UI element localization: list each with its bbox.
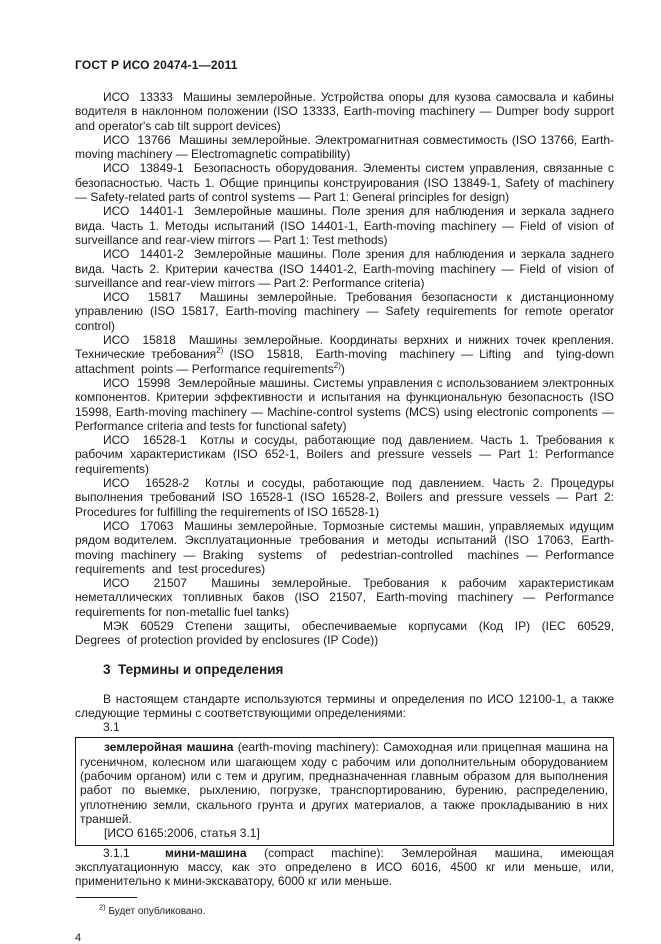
reference-item-iso-13849-1: ИСО 13849-1 Безопасность оборудования. Элементы систем управления, связанные с безопасностью. Часть 1. Общие принципы конструирования (ISO 13849-1, Safety of machinery — Safety-related parts of control systems — Part 1: General principles for design) — [75, 161, 618, 205]
reference-item-iso-16528-2: ИСО 16528-2 Котлы и сосуды, работающие под давлением. Часть 2. Процедуры выполнения требований ISO 16528-1 (ISO 16528-2, Boilers and pressure vessels — Part 2: Procedures for fulfilling the requirements of ISO 16528-1) — [75, 476, 618, 519]
reference-text: ) — [340, 361, 345, 376]
reference-item-iso-15817: ИСО 15817 Машины землеройные. Требования безопасности к дистанционному управлению (ISO 15817, Earth-moving machinery — Safety requirements for remote operator control) — [75, 290, 618, 333]
reference-item-iso-13333: ИСО 13333 Машины землеройные. Устройства опоры для кузова самосвала и кабины водителя в наклонном положении (ISO 13333, Earth-moving machinery — Dumper body support and operator's cab tilt support devices) — [75, 90, 618, 133]
definition-text: (earth-moving machinery): Самоходная или прицепная машина на гусеничном, колесном или шагающем ходу с рабочим или дополнительным оборудованием (рабочим органом) или с тем и другим, предназначенная главным образом для выполнения работ по выемке, рыхлению, погрузке, транспортированию, бурению, распределению, уплотнению земли, скального грунта и других материалов, а также прокладыванию в них траншей. — [80, 740, 612, 826]
subterm-term: мини-машина — [164, 845, 247, 860]
subterm-paragraph-3-1-1 — [75, 845, 618, 889]
footnote-text: Будет опубликовано. — [105, 906, 206, 918]
reference-text: (ISO 15818, Earth-moving machinery — Lifting and tying-down attachment points — Performance requirements — [75, 347, 621, 376]
footnote-reference-mark: 2) — [216, 346, 224, 356]
terms-section — [75, 691, 618, 889]
reference-item-iec-60529: МЭК 60529 Степени защиты, обеспечиваемые корпусами (Код IP) (IEC 60529, Degrees of protection provided by enclosures (IP Code)) — [75, 618, 621, 648]
term-number-3-1: 3.1 — [103, 720, 120, 735]
document-header: ГОСТ Р ИСО 20474-1—2011 — [75, 58, 238, 72]
reference-item-iso-15818 — [75, 333, 621, 376]
terms-intro-paragraph: В настоящем стандарте используются термины и определения по ИСО 12100-1, а также следующие термины с соответствующими определениями: — [75, 691, 618, 720]
footnote-marker: 2) — [99, 903, 106, 913]
reference-item-iso-14401-2: ИСО 14401-2 Землеройные машины. Поле зрения для наблюдения и зеркала заднего вида. Часть 2. Критерии качества (ISO 14401-2, Earth-moving machinery — Field of vision of surveillance and rear-view mirrors — Part 2: Performance criteria) — [75, 247, 618, 290]
definition-term: землеройная машина — [104, 740, 234, 755]
footnote-separator — [76, 897, 137, 898]
reference-item-iso-14401-1: ИСО 14401-1 Землеройные машины. Поле зрения для наблюдения и зеркала заднего вида. Часть 1. Методы испытаний (ISO 14401-1, Earth-moving machinery — Field of vision of surveillance and rear-view mirrors — Part 1: Test methods) — [75, 204, 618, 247]
reference-item-iso-15998: ИСО 15998 Землеройные машины. Системы управления с использованием электронных компонентов. Критерии эффективности и испытания на функциональную безопасность (ISO 15998, Earth-moving machinery — Machine-control systems (MCS) using electronic components — Performance criteria and tests for functional safety) — [75, 375, 618, 433]
subterm-number: 3.1.1 — [103, 845, 165, 860]
section-heading-terms: 3 Термины и определения — [103, 661, 284, 677]
subterm-text: (compact machine): Землеройная машина, имеющая эксплуатационную массу, как это определено в ИСО 6016, 4500 кг или меньше, или, применительно к мини-экскаватору, 6000 кг или меньше. — [75, 845, 618, 889]
footnote — [75, 905, 614, 918]
definition-box — [75, 737, 614, 845]
reference-item-iso-17063: ИСО 17063 Машины землеройные. Тормозные системы машин, управляемых идущим рядом водителем. Эксплуатационные требования и методы испытаний (ISO 17063, Earth-moving machinery — Braking systems of pedestrian-controlled machines — Performance requirements and test procedures) — [75, 518, 621, 576]
reference-item-iso-16528-1: ИСО 16528-1 Котлы и сосуды, работающие под давлением. Часть 1. Требования к рабочим характеристикам (ISO 652-1, Boilers and pressure vessels — Part 1: Performance requirements) — [75, 433, 618, 476]
definition-paragraph — [80, 740, 612, 826]
reference-text: ИСО 15818 Машины землеройные. Координаты верхних и нижних точек крепления. Технические требования — [75, 333, 618, 362]
footnote-reference-mark: 2) — [333, 360, 341, 370]
references-section — [75, 90, 621, 648]
reference-item-iso-13766: ИСО 13766 Машины землеройные. Электромагнитная совместимость (ISO 13766, Earth-moving machinery — Electromagnetic compatibility) — [75, 132, 614, 162]
page-number: 4 — [75, 932, 82, 944]
definition-source: [ИСО 6165:2006, статья 3.1] — [104, 826, 260, 841]
reference-item-iso-21507: ИСО 21507 Машины землеройные. Требования к рабочим характеристикам неметаллических топливных баков (ISO 21507, Earth-moving machinery — Performance requirements for non-metallic fuel tanks) — [75, 576, 618, 619]
